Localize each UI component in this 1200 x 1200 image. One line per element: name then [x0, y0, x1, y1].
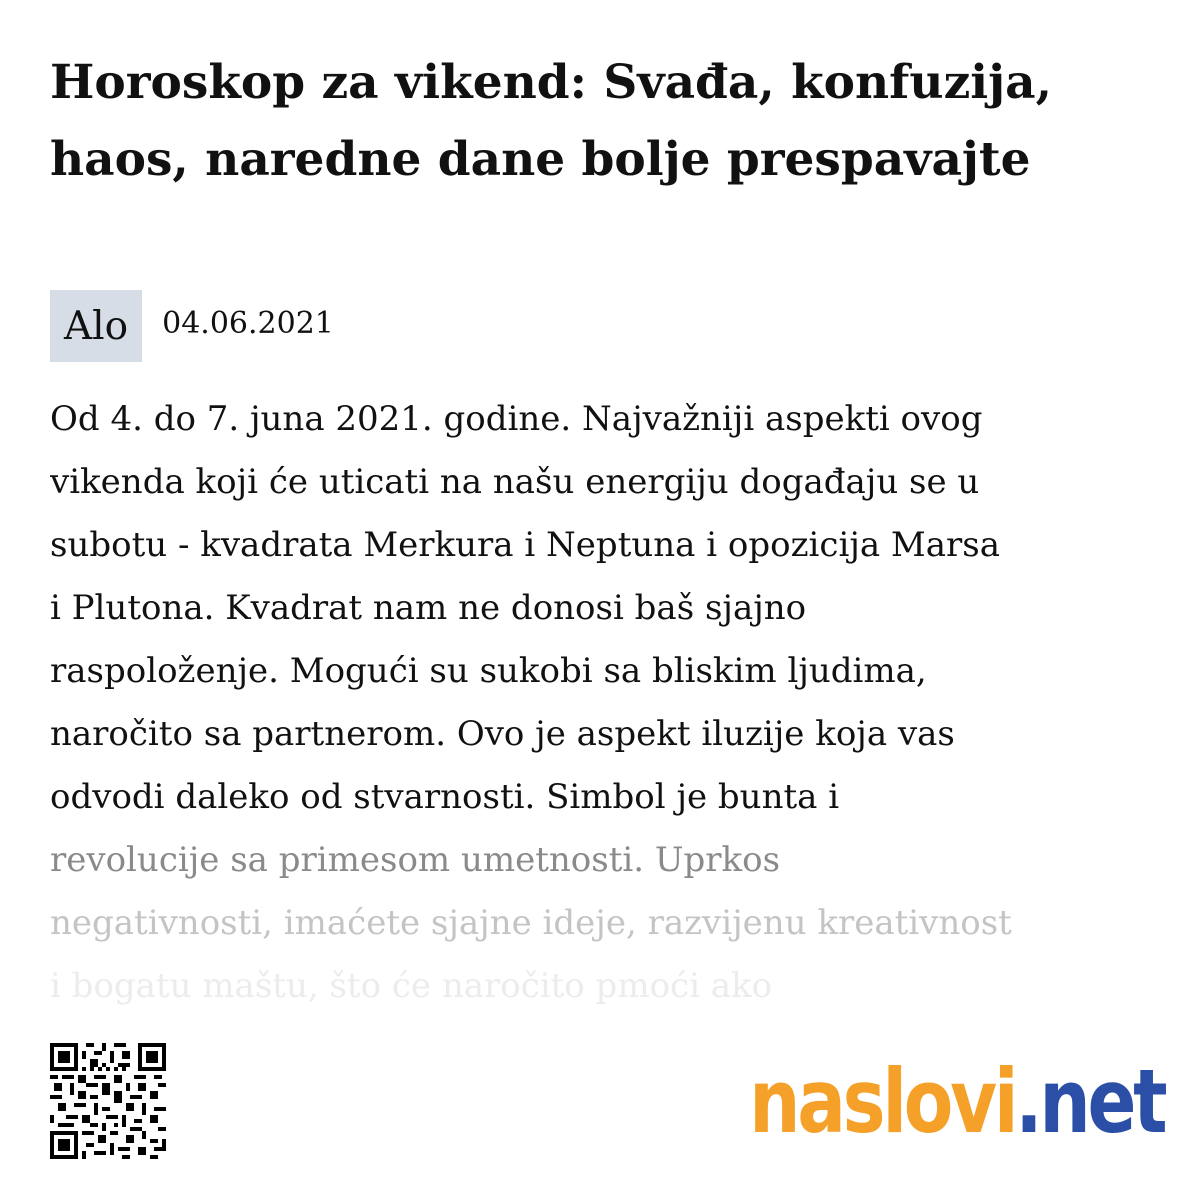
- article-meta: [50, 290, 334, 362]
- excerpt-line: vikenda koji će uticati na našu energiju događaju se u: [50, 462, 980, 502]
- excerpt-line: subotu - kvadrata Merkura i Neptuna i opozicija Marsa: [50, 525, 1000, 565]
- excerpt-line-faded: revolucije sa primesom umetnosti. Uprkos: [50, 840, 781, 880]
- excerpt-line-faded: i bogatu maštu, što će naročito pmoći ako: [50, 966, 773, 1006]
- article-title: Horoskop za vikend: Svađa, konfuzija, haos, naredne dane bolje prespavajte: [50, 55, 1052, 187]
- excerpt-line: raspoloženje. Mogući su sukobi sa bliskim ljudima,: [50, 651, 927, 691]
- naslovi-logo[interactable]: [748, 1050, 1164, 1153]
- logo-text-naslovi: naslovi: [748, 1050, 1015, 1153]
- article-excerpt: [50, 388, 1160, 1008]
- excerpt-line: naročito sa partnerom. Ovo je aspekt iluzije koja vas: [50, 714, 955, 754]
- source-badge[interactable]: Alo: [50, 290, 142, 362]
- logo-text-net: .net: [1014, 1050, 1164, 1153]
- publish-date: 04.06.2021: [162, 306, 334, 341]
- excerpt-line-faded: negativnosti, imaćete sjajne ideje, razvijenu kreativnost: [50, 903, 1012, 943]
- excerpt-line: i Plutona. Kvadrat nam ne donosi baš sjajno: [50, 588, 807, 628]
- excerpt-line: odvodi daleko od stvarnosti. Simbol je bunta i: [50, 777, 840, 817]
- qr-code-icon[interactable]: [50, 1040, 166, 1162]
- excerpt-line: Od 4. do 7. juna 2021. godine. Najvažniji aspekti ovog: [50, 399, 983, 439]
